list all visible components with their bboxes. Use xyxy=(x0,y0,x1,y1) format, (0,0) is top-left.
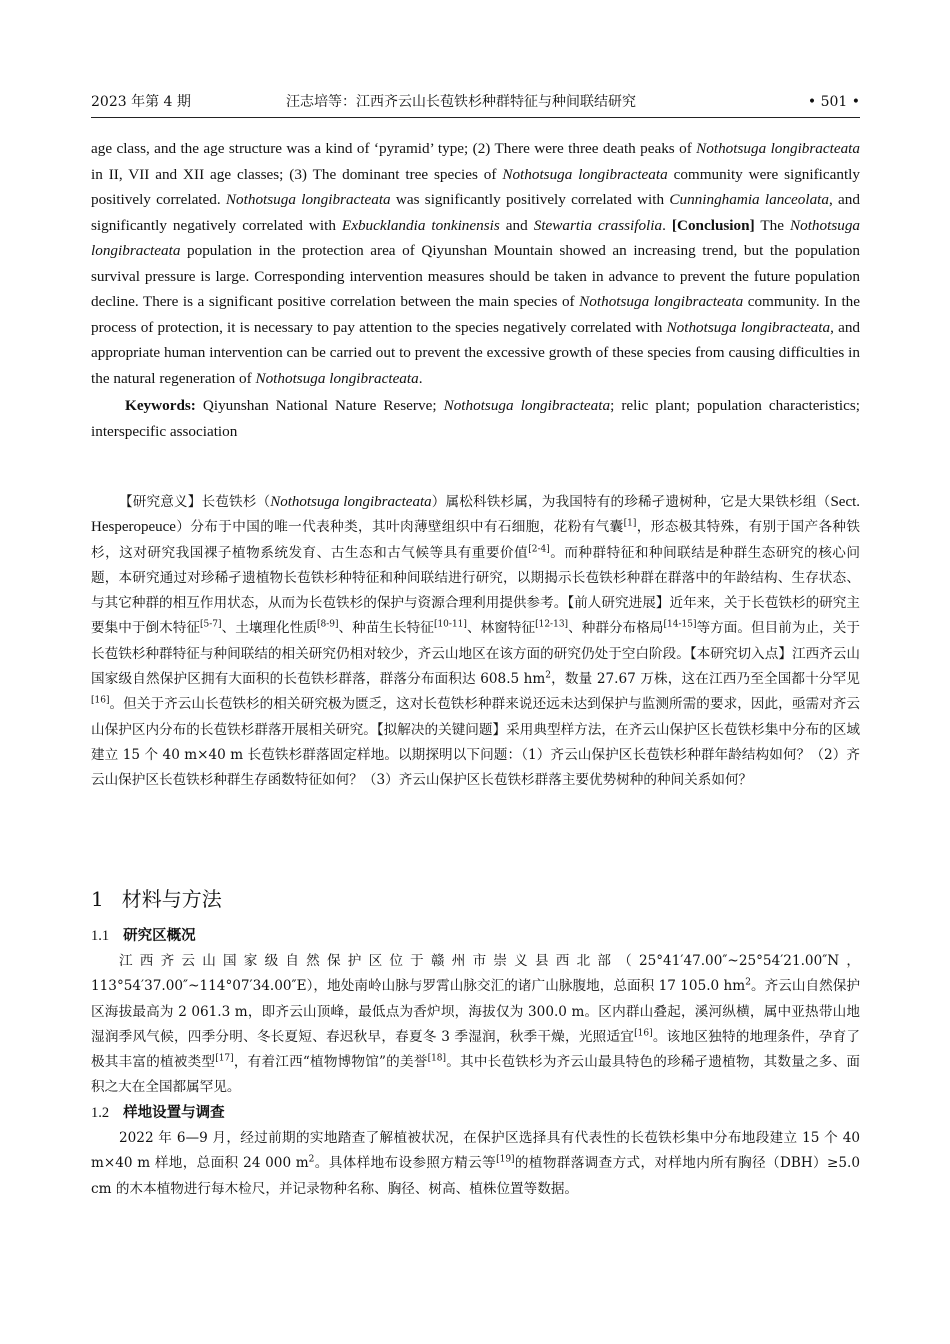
subsection-heading: 1.2 样地设置与调查 xyxy=(91,1105,225,1121)
plot-setup-paragraph: 2022 年 6—9 月，经过前期的实地踏查了解植被状况，在保护区选择具有代表性的长苞铁杉集中分布地段建立 15 个 40 m×40 m 样地，总面积 24 000 $m^2$。具体样地布设参照方精云等[19]的植物群落调查方式，对样地内所有胸径（DBH）≥5.0 cm 的木本植物进行每木检尺，并记录物种名称、胸径、树高、植株位置等数据。 xyxy=(91,1130,860,1197)
header-rule xyxy=(91,117,860,118)
subsection-heading: 1.1 研究区概况 xyxy=(91,928,196,944)
page-number: • 501 • xyxy=(807,94,860,110)
citation: [2-4] xyxy=(528,544,550,555)
keywords-label: Keywords: xyxy=(125,397,196,414)
citation: [14-15] xyxy=(663,619,697,630)
conclusion-label: [Conclusion] xyxy=(671,216,755,234)
citation: [5-7] xyxy=(200,619,222,630)
citation: [1] xyxy=(623,518,637,529)
citation: [17] xyxy=(215,1053,234,1064)
citation: [16] xyxy=(634,1028,653,1039)
article-running-title: 汪志培等：江西齐云山长苞铁杉种群特征与种间联结研究 xyxy=(286,94,636,110)
subsection-1-2 xyxy=(91,1101,860,1202)
abstract-paragraph: age class, and the age structure was a kind of ‘pyramid’ type; (2) There were three death peaks of Nothotsuga longibracteata in II, VII and XII age classes; (3) The dominant tree species of Nothotsuga longibracteata community were significantly positively correlated. Nothotsuga longibracteata was significantly positively correlated with Cunninghamia lanceolata, and significantly negatively correlated with Exbucklandia tonkinensis and Stewartia crassifolia. [Conclusion] The Nothotsuga longibracteata population in the protection area of Qiyunshan Mountain showed an increasing trend, but the population survival pressure is large. Corresponding intervention measures should be taken in advance to prevent the future population decline. There is a significant positive correlation between the main species of Nothotsuga longibracteata community. In the process of protection, it is necessary to pay attention to the species negatively correlated with Nothotsuga longibracteata, and appropriate human intervention can be carried out to prevent the excessive growth of these species from causing difficulties in the natural regeneration of Nothotsuga longibracteata. xyxy=(91,140,861,387)
intro-paragraph: 【研究意义】长苞铁杉（Nothotsuga longibracteata）属松科铁杉属，为我国特有的珍稀孑遗树种，它是大果铁杉组（Sect. Hesperopeuce）分布于中国的唯一代表种类，其叶肉薄壁组织中有石细胞，花粉有气囊[1]，形态极其特殊，有别于国产各种铁杉，这对研究我国裸子植物系统发育、古生态和古气候等具有重要价值[2-4]。而种群特征和种间联结是种群生态研究的核心问题，本研究通过对珍稀孑遗植物长苞铁杉种特征和种间联结进行研究，以期揭示长苞铁杉种群在群落中的年龄结构、生存状态、与其它种群的相互作用状态，从而为长苞铁杉的保护与资源合理利用提供参考。【前人研究进展】近年来，关于长苞铁杉的研究主要集中于倒木特征[5-7]、土壤理化性质[8-9]、种苗生长特征[10-11]、林窗特征[12-13]、种群分布格局[14-15]等方面。但目前为止，关于长苞铁杉种群特征与种间联结的相关研究仍相对较少，齐云山地区在该方面的研究仍处于空白阶段。【本研究切入点】江西齐云山国家级自然保护区拥有大面积的长苞铁杉群落，群落分布面积达 608.5 $hm^2$，数量 27.67 万株，这在江西乃至全国都十分罕见[16]。但关于齐云山长苞铁杉的相关研究极为匮乏，这对长苞铁杉种群来说还远未达到保护与监测所需的要求，因此，亟需对齐云山保护区内分布的长苞铁杉群落开展相关研究。【拟解决的关键问题】采用典型样方法，在齐云山保护区长苞铁杉集中分布的区域建立 15 个 40 m×40 m 长苞铁杉群落固定样地。以期探明以下问题：（1）齐云山保护区长苞铁杉种群年龄结构如何？（2）齐云山保护区长苞铁杉种群生存函数特征如何？（3）齐云山保护区长苞铁杉群落主要优势树种的种间关系如何？ xyxy=(91,494,861,789)
journal-issue: 2023 年第 4 期 xyxy=(91,94,191,110)
running-head xyxy=(91,92,860,114)
section-heading xyxy=(91,884,222,914)
introduction xyxy=(91,490,860,794)
study-area-paragraph: 江西齐云山国家级自然保护区位于赣州市崇义县西北部（25°41′47.00″~25°54′21.00″N，113°54′37.00″~114°07′34.00″E），地处南岭山脉与罗霄山脉交汇的诸广山脉腹地，总面积 17 105.0 $hm^2$。齐云山自然保护区海拔最高为 2 061.3 m，即齐云山顶峰，最低点为香炉坝，海拔仅为 300.0 m。区内群山叠起，溪河纵横，属中亚热带山地湿润季风气候，四季分明、冬长夏短、春迟秋早，春夏冬 3 季湿润，秋季干燥，光照适宜[16]。该地区独特的地理条件，孕育了极其丰富的植被类型[17]，有着江西“植物博物馆”的美誉[18]。其中长苞铁杉为齐云山最具特色的珍稀孑遗植物，其数量之多、面积之大在全国都属罕见。 xyxy=(91,953,861,1096)
english-abstract xyxy=(91,136,860,444)
citation: [16] xyxy=(91,695,110,706)
section-title: 材料与方法 xyxy=(121,887,222,911)
citation: [8-9] xyxy=(316,619,339,630)
keywords: Keywords: Qiyunshan National Nature Reserve; Nothotsuga longibracteata; relic plant; population characteristics; interspecific association xyxy=(91,397,861,440)
citation: [12-13] xyxy=(535,619,569,630)
citation: [18] xyxy=(427,1053,447,1064)
citation: [10-11] xyxy=(433,619,467,630)
citation: [19] xyxy=(496,1154,515,1165)
section-number: 1 xyxy=(91,887,104,911)
subsection-1-1 xyxy=(91,924,860,1101)
